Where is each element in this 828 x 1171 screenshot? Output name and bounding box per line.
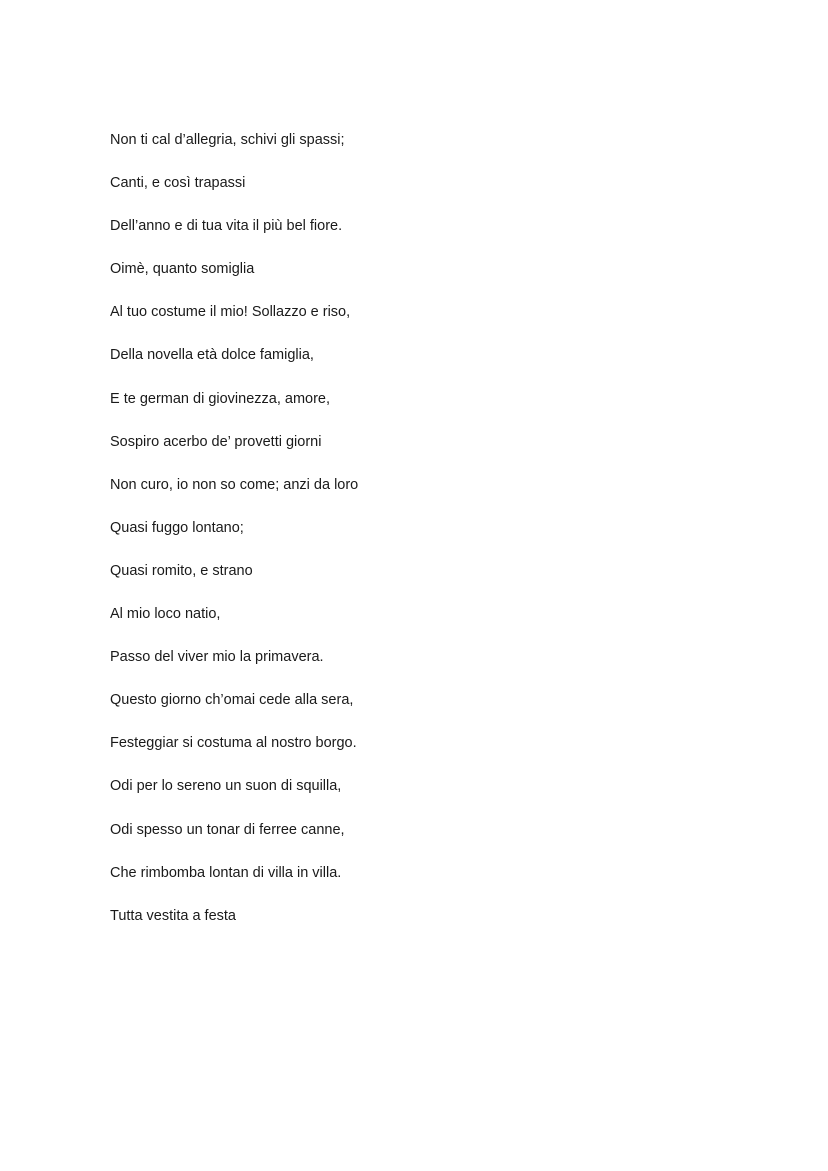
poem-line: Questo giorno ch’omai cede alla sera, <box>110 692 354 709</box>
poem-line: Odi spesso un tonar di ferree canne, <box>110 821 345 838</box>
poem-line: Quasi fuggo lontano; <box>110 519 244 536</box>
poem-line: Tutta vestita a festa <box>110 907 236 924</box>
poem-line: Non ti cal d’allegria, schivi gli spassi; <box>110 132 345 148</box>
poem-line: E te german di giovinezza, amore, <box>110 390 331 407</box>
poem-text <box>110 130 358 949</box>
poem-line: Odi per lo sereno un suon di squilla, <box>110 778 342 795</box>
poem-line: Al tuo costume il mio! Sollazzo e riso, <box>110 304 351 321</box>
poem-line: Dell’anno e di tua vita il più bel fiore. <box>110 218 343 235</box>
poem-line: Festeggiar si costuma al nostro borgo. <box>110 735 357 752</box>
poem-line: Quasi romito, e strano <box>110 562 253 579</box>
poem-line: Non curo, io non so come; anzi da loro <box>110 476 359 493</box>
poem-line: Della novella età dolce famiglia, <box>110 347 314 364</box>
poem-line: Passo del viver mio la primavera. <box>110 649 324 666</box>
poem-line: Oimè, quanto somiglia <box>110 261 255 278</box>
poem-line: Sospiro acerbo de’ provetti giorni <box>110 433 322 450</box>
poem-line: Al mio loco natio, <box>110 606 221 623</box>
poem-line: Canti, e così trapassi <box>110 175 246 192</box>
poem-line: Che rimbomba lontan di villa in villa. <box>110 864 342 881</box>
